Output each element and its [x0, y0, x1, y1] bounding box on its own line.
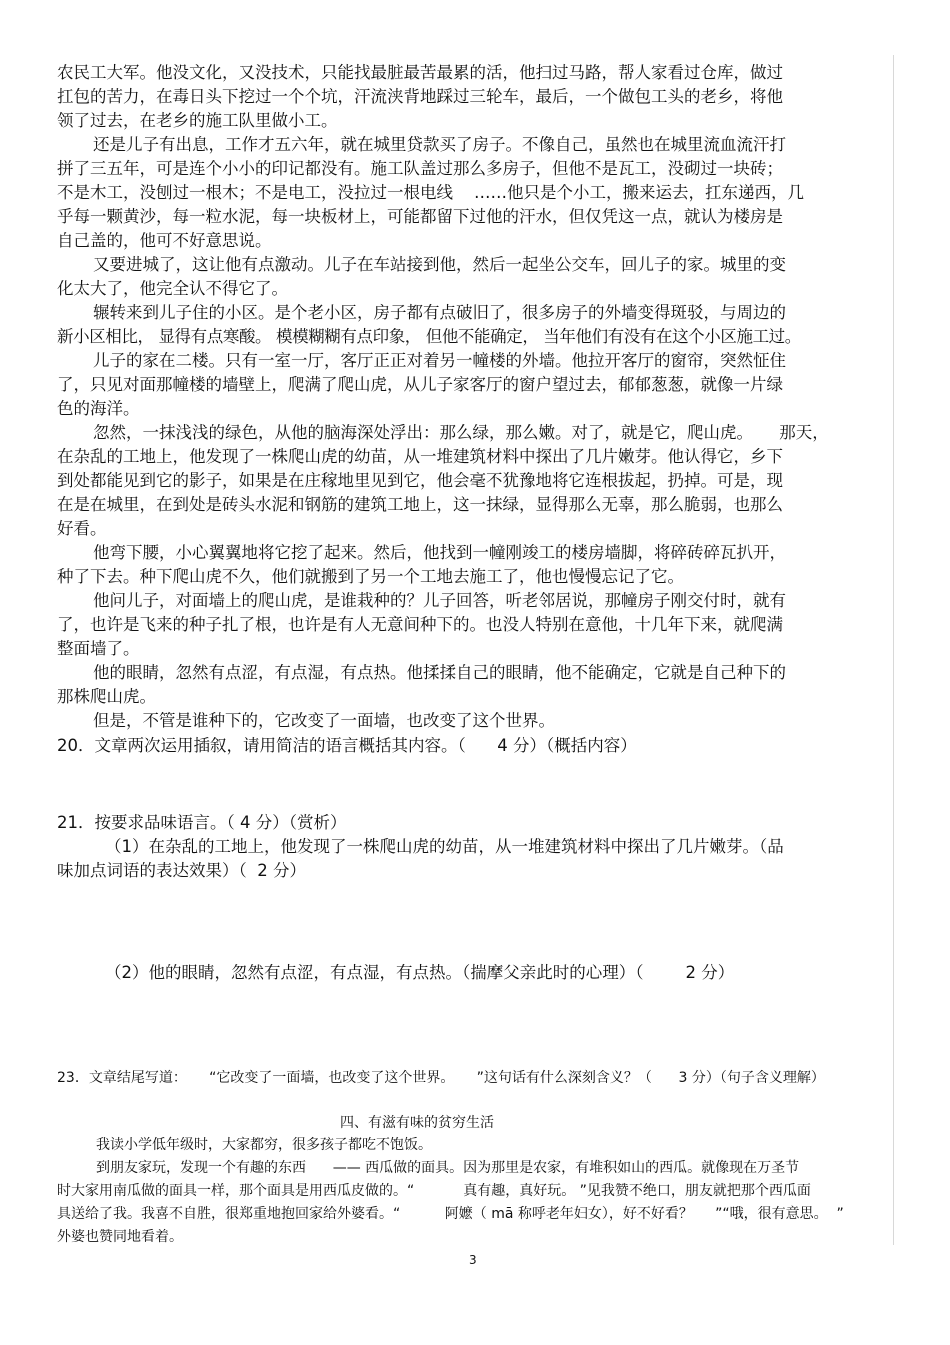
passage-line: 领了过去，在老乡的施工队里做小工。	[57, 111, 338, 130]
section-line: 具送给了我。我喜不自胜，很郑重地抱回家给外婆看。“ 阿嬷（ mā 称呼老年妇女），好不好看？ ”“哦，很有意思。 ”	[57, 1206, 844, 1222]
passage-line: 种了下去。种下爬山虎不久，他们就搬到了另一个工地去施工了，他也慢慢忘记了它。	[57, 567, 684, 586]
question-21-part-1: （1）在杂乱的工地上，他发现了一株爬山虎的幼苗，从一堆建筑材料中探出了几片嫩芽。（品	[105, 837, 784, 856]
passage-line: 色的海洋。	[57, 399, 140, 418]
passage-line: 在是在城里，在到处是砖头水泥和钢筋的建筑工地上，这一抹绿，显得那么无辜，那么脆弱，也那么	[57, 495, 783, 514]
passage-line: 他的眼睛，忽然有点涩，有点湿，有点热。他揉揉自己的眼睛，他不能确定，它就是自己种下的	[93, 663, 786, 682]
section-line: 到朋友家玩，发现一个有趣的东西 —— 西瓜做的面具。因为那里是农家，有堆积如山的西瓜。就像现在万圣节	[96, 1160, 800, 1176]
passage-line: 还是儿子有出息，工作才五六年，就在城里贷款买了房子。不像自己，虽然也在城里流血流汗打	[93, 135, 786, 154]
question-21: 21．按要求品味语言。（ 4 分）（赏析）	[57, 813, 347, 832]
passage-line: 不是木工，没刨过一根木；不是电工，没拉过一根电线 ……他只是个小工，搬来运去，扛东递西，几	[57, 183, 804, 202]
passage-line: 好看。	[57, 519, 107, 538]
passage-line: 拼了三五年，可是连个小小的印记都没有。施工队盖过那么多房子，但他不是瓦工，没砌过一块砖；	[57, 159, 783, 178]
section-line: 外婆也赞同地看着。	[57, 1229, 183, 1245]
section-line: 我读小学低年级时，大家都穷，很多孩子都吃不饱饭。	[96, 1137, 432, 1153]
passage-line: 但是，不管是谁种下的，它改变了一面墙，也改变了这个世界。	[93, 711, 555, 730]
question-23: 23．文章结尾写道： “它改变了一面墙，也改变了这个世界。 ”这句话有什么深刻含义？（ 3 分）（句子含义理解）	[57, 1070, 825, 1086]
right-margin-line	[893, 55, 894, 1245]
passage-line: 化太大了，他完全认不得它了。	[57, 279, 288, 298]
passage-line: 忽然，一抹浅浅的绿色，从他的脑海深处浮出：那么绿，那么嫩。对了，就是它，爬山虎。 那天，	[93, 423, 829, 442]
passage-line: 农民工大军。他没文化，又没技术，只能找最脏最苦最累的活，他扫过马路，帮人家看过仓库，做过	[57, 63, 783, 82]
page-number: 3	[469, 1253, 477, 1267]
question-21-part-2: （2）他的眼睛，忽然有点涩，有点湿，有点热。（揣摩父亲此时的心理）（ 2 分）	[105, 963, 735, 982]
section-line: 时大家用南瓜做的面具一样，那个面具是用西瓜皮做的。“ 真有趣，真好玩。 ”见我赞不绝口，朋友就把那个西瓜面	[57, 1183, 811, 1199]
passage-line: 儿子的家在二楼。只有一室一厅，客厅正正对着另一幢楼的外墙。他拉开客厅的窗帘，突然怔住	[93, 351, 786, 370]
passage-line: 了，只见对面那幢楼的墙壁上，爬满了爬山虎，从儿子家客厅的窗户望过去，郁郁葱葱，就像一片绿	[57, 375, 783, 394]
passage-line: 那株爬山虎。	[57, 687, 156, 706]
passage-line: 乎每一颗黄沙，每一粒水泥，每一块板材上，可能都留下过他的汗水，但仅凭这一点，就认为楼房是	[57, 207, 783, 226]
passage-line: 整面墙了。	[57, 639, 140, 658]
question-20: 20．文章两次运用插叙，请用简洁的语言概括其内容。（ 4 分）（概括内容）	[57, 736, 637, 755]
passage-line: 辗转来到儿子住的小区。是个老小区，房子都有点破旧了，很多房子的外墙变得斑驳，与周边的	[93, 303, 786, 322]
question-21-part-1-cont: 味加点词语的表达效果）（ 2 分）	[57, 861, 306, 880]
section-title: 四、有滋有味的贫穷生活	[340, 1115, 494, 1131]
passage-line: 到处都能见到它的影子，如果是在庄稼地里见到它，他会毫不犹豫地将它连根拔起，扔掉。可是，现	[57, 471, 783, 490]
passage-line: 在杂乱的工地上，他发现了一株爬山虎的幼苗，从一堆建筑材料中探出了几片嫩芽。他认得它，乡下	[57, 447, 783, 466]
passage-line: 他问儿子，对面墙上的爬山虎，是谁栽种的？儿子回答，听老邻居说，那幢房子刚交付时，就有	[93, 591, 786, 610]
passage-line: 自己盖的，他可不好意思说。	[57, 231, 272, 250]
passage-line: 了，也许是飞来的种子扎了根，也许是有人无意间种下的。也没人特别在意他，十几年下来，就爬满	[57, 615, 783, 634]
passage-line: 又要进城了，这让他有点激动。儿子在车站接到他，然后一起坐公交车，回儿子的家。城里的变	[93, 255, 786, 274]
passage-line: 新小区相比， 显得有点寒酸。 模模糊糊有点印象， 但他不能确定， 当年他们有没有在这个小区施工过。	[57, 327, 801, 346]
passage-line: 他弯下腰，小心翼翼地将它挖了起来。然后，他找到一幢刚竣工的楼房墙脚，将碎砖碎瓦扒开，	[93, 543, 786, 562]
passage-line: 扛包的苦力，在毒日头下挖过一个个坑，汗流浃背地踩过三轮车，最后，一个做包工头的老乡，将他	[57, 87, 783, 106]
